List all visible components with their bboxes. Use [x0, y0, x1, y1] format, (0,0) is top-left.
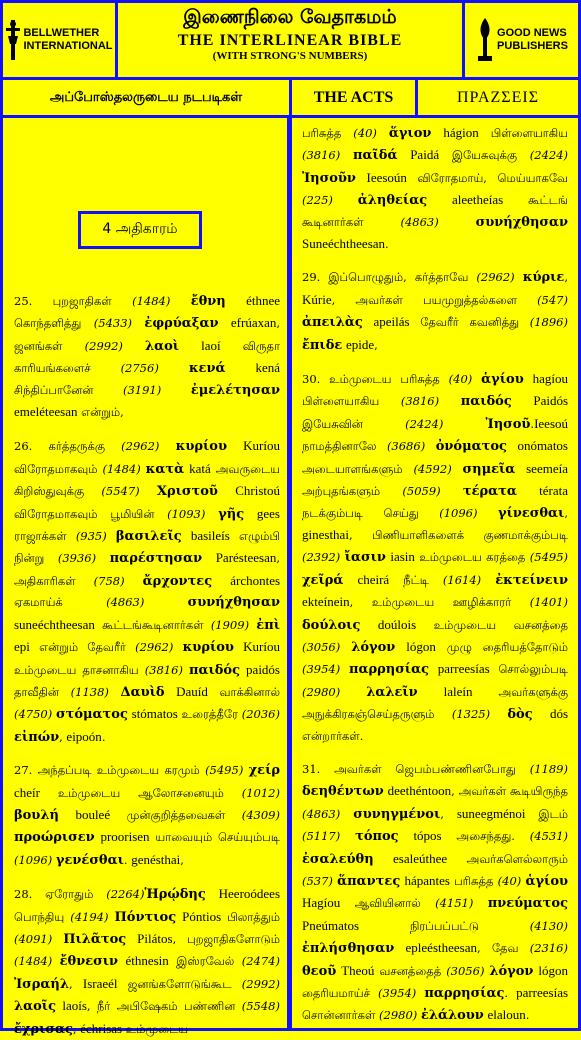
bellwether-emblem-icon [5, 18, 21, 62]
subtitle: (WITH STRONG'S NUMBERS) [212, 50, 368, 62]
chapter-label: 4 அதிகாரம் [78, 211, 202, 249]
left-verse-0: 25. புறஜாதிகள் (1484) ἔθνη éthnee கொந்தளித்து (5433) ἐφρύαξαν efrúaxan, ஜனங்கள் (2992) λαοὶ laoí விருதா காரியங்களைச் (2756) κενά kená சிந்திப்பானேன் (3191) ἐμελέτησαν emeléteesan என்றும், [14, 293, 281, 420]
left-verse-1: 26. கர்த்தருக்கு (2962) κυρίου Kuríou விரோதமாகவும் (1484) κατὰ katá அவருடைய கிறிஸ்துவுக்கு (5547) Χριστοῦ Christoú விரோதமாகவும் பூமியின் (1093) γῆς gees ராஜாக்கள் (935) βασιλεῖς basileís எழும்பி நின்று (3936) παρέστησαν Parésteesan, அதிகாரிகள் (758) ἄρχοντες árchontes ஏகமாய்க் (4863) συνήχθησαν suneéchtheesan கூட்டங்கூடினார்கள் (1909) ἐπὶ epi என்றும் தேவரீர் (2962) κυρίου Kuríou உம்முடைய தாசனாகிய (3816) παιδός paidós தாவீதின் (1138) Δαυὶδ Dauíd வாக்கினால் (4750) στόματος stómatos உரைத்தீரே (2036) εἰπών, eipoón. [14, 438, 281, 745]
right-verse-0: பரிசுத்த (40) ἅγιον hágion பிள்ளையாகிய (3816) παῖδά Paidá இயேசுவுக்கு (2424) Ἰησοῦν Ieesoún விரோதமாய், மெய்யாகவே (225) ἀληθείας aleetheías கூட்டங் கூடினார்கள் (4863) συνήχθησαν Suneéchtheesan. [302, 125, 569, 252]
left-text-column [14, 290, 281, 1037]
left-verse-3: 28. ஏரோதும் (2264)Ἡρῴδης Heeroódees பொந்தியு (4194) Πόντιος Póntios பிலாத்தும் (4091) Πιλᾶτος Pilátos, புறஜாதிகளோடும் (1484) ἔθνεσιν éthnesin இஸ்ரவேல் (2474) Ἰσραήλ, Israeél ஜனங்களோடுங்கூட (2992) λαοῖς laoís, நீர் அபிஷேகம் பண்ணின (5548) ἔχρισας, échrisas உம்முடைய [14, 886, 281, 1037]
title-tamil: இணைநிலை வேதாகமம் [183, 6, 397, 28]
left-verse-2: 27. அந்தப்படி உம்முடைய கரமும் (5495) χείρ cheír உம்முடைய ஆலோசனையும் (1012) βουλή bouleé முன்குறித்தவைகள் (4309) προώρισεν proorisen யாவையும் செய்யும்படி (1096) γενέσθαι. genésthai, [14, 763, 281, 868]
good-news-logo [462, 0, 581, 80]
title-english: THE INTERLINEAR BIBLE [177, 32, 403, 49]
book-name-english: THE ACTS [289, 77, 418, 118]
good-news-logo-text: GOOD NEWS PUBLISHERS [497, 27, 568, 52]
good-news-emblem-icon [475, 16, 495, 64]
book-name-tamil: அப்போஸ்தலருடைய நடபடிகள் [0, 77, 292, 118]
right-verse-1: 29. இப்பொழுதும், கர்த்தாவே (2962) κύριε, Kúrie, அவர்கள் பயமுறுத்தல்களை (547) ἀπειλὰς apeilás தேவரீர் கவனித்து (1896) ἔπιδε epide, [302, 270, 568, 353]
right-text-column [302, 122, 568, 1028]
right-verse-2: 30. உம்முடைய பரிசுத்த (40) ἁγίου hagíou பிள்ளையாகிய (3816) παιδός Paidós இயேசுவின் (2424) Ἰησοῦ.Ieesoú நாமத்தினாலே (3686) ὀνόματος onómatos அடையாளங்களும் (4592) σημεῖα seemeía அற்புதங்களும் (5059) τέρατα térata நடக்கும்படி செய்து (1096) γίνεσθαι, ginesthai, பிணியாளிகளைக் குணமாக்கும்படி (2392) ἴασιν iasin உம்முடைய கரத்தை (5495) χεῖρά cheirá நீட்டி (1614) ἐκτείνειν ekteínein, உம்முடைய ஊழிக்காரர் (1401) δούλοις doúlois உம்முடைய வசனத்தை (3056) λόγον lógon முழு தைரியத்தோடும் (3954) παρρησίας parreesías சொல்லும்படி (2980) λαλεῖν laleín அவர்களுக்கு அநுக்கிரகஞ்செய்தருளும் (1325) δὸς dós என்றார்கள். [302, 371, 569, 743]
column-divider [287, 118, 292, 1028]
bellwether-logo [0, 0, 118, 80]
right-verse-3: 31. அவர்கள் ஜெபம்பண்ணினபோது (1189) δεηθέντων deethéntoon, அவர்கள் கூடியிருந்த (4863) συνηγμένοι, suneegménoi இடம் (5117) τόπος tópos அசைந்தது. (4531) ἐσαλεύθη esaleúthee அவர்களெல்லாரும் (537) ἅπαντες hápantes பரிசுத்த (40) ἁγίου Hagíou ஆவியினால் (4151) πνεύματος Pneúmatos நிரப்பப்பட்டு (4130) ἐπλήσθησαν epleéstheesan, தேவ (2316) θεοῦ Theoú வசனத்தைத் (3056) λόγον lógon தைரியமாய்ச் (3954) παρρησίας. parreesías சொன்னார்கள் (2980) ἐλάλουν elaloun. [302, 761, 569, 1024]
bellwether-logo-text: BELLWETHER INTERNATIONAL [23, 27, 113, 52]
book-name-greek: ΠΡΑΖΣΕΙΣ [415, 77, 581, 118]
title-block [115, 0, 465, 80]
